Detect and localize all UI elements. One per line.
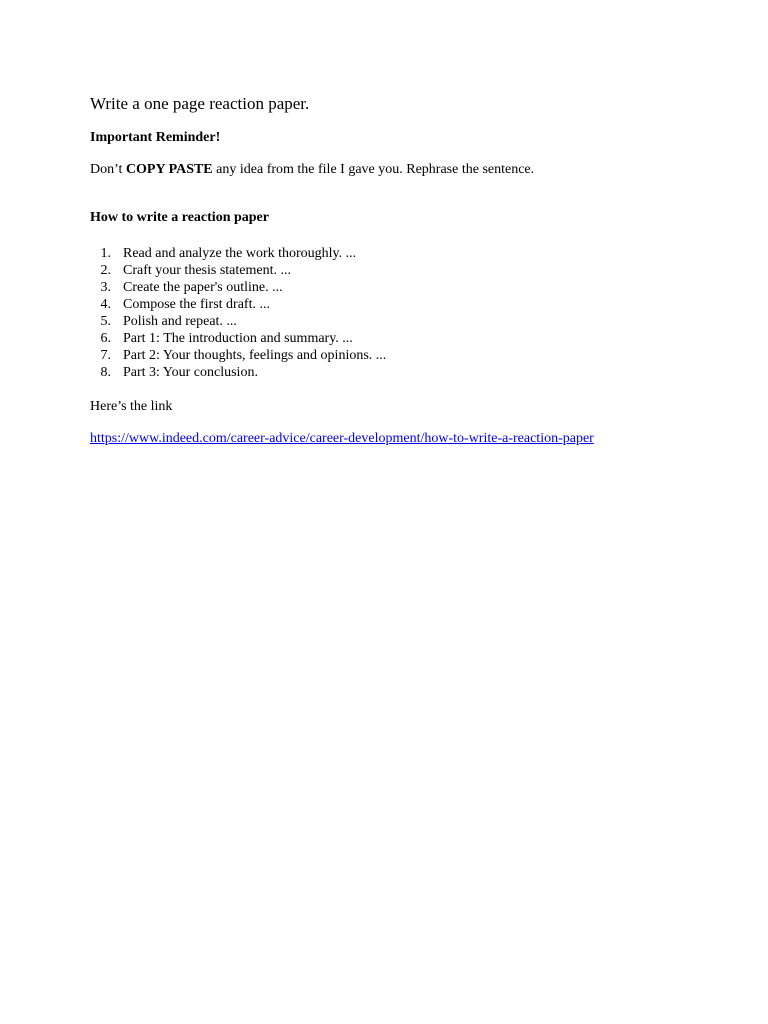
step-number: 1. [100,246,111,261]
document-title: Write a one page reaction paper. [90,94,310,113]
list-item [90,313,730,330]
step-number: 8. [100,365,111,380]
list-item [90,262,730,279]
step-text: Compose the first draft. ... [123,297,270,312]
reminder-suffix: any idea from the file I gave you. Rephrase the sentence. [212,162,535,177]
step-text: Part 3: Your conclusion. [123,365,258,380]
step-number: 5. [100,314,111,329]
reminder-emphasis: COPY PASTE [125,162,213,177]
step-text: Polish and repeat. ... [123,314,237,329]
howto-heading: How to write a reaction paper [90,210,269,225]
list-item [90,245,730,262]
reminder-prefix: Don’t [90,162,126,177]
steps-list [90,245,730,381]
reminder-text [90,161,730,179]
step-text: Part 1: The introduction and summary. ... [123,331,353,346]
list-item [90,296,730,313]
reaction-paper-link[interactable]: https://www.indeed.com/career-advice/career-development/how-to-write-a-reaction-paper [90,431,594,446]
step-number: 6. [100,331,111,346]
step-number: 7. [100,348,111,363]
step-text: Create the paper's outline. ... [123,280,283,295]
document-content [90,94,730,448]
step-number: 2. [100,263,111,278]
list-item [90,279,730,296]
reminder-heading: Important Reminder! [90,130,221,145]
step-number: 3. [100,280,111,295]
step-text: Part 2: Your thoughts, feelings and opinions. ... [123,348,387,363]
step-number: 4. [100,297,111,312]
list-item [90,364,730,381]
link-intro: Here’s the link [90,399,173,414]
step-text: Read and analyze the work thoroughly. ... [123,246,357,261]
step-text: Craft your thesis statement. ... [123,263,291,278]
list-item [90,347,730,364]
list-item [90,330,730,347]
